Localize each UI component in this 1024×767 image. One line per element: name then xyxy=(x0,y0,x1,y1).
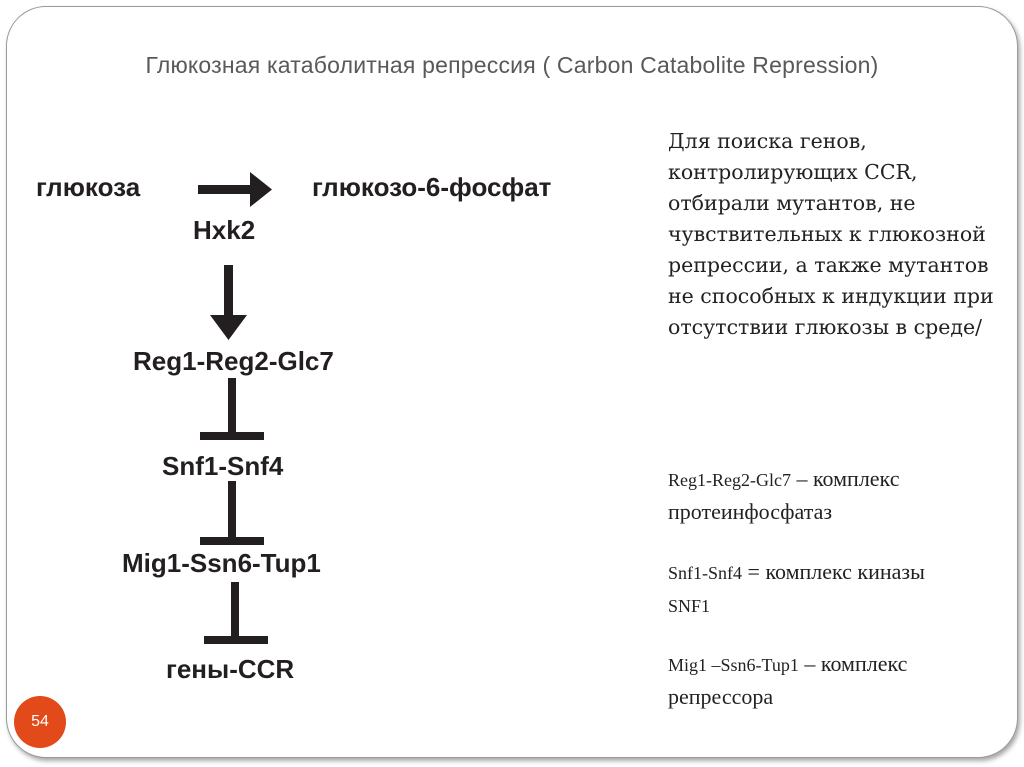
note-term: Mig1 –Ssn6-Tup1 xyxy=(668,655,799,675)
inhibition-bar-icon xyxy=(204,582,268,644)
note-separator: = xyxy=(742,559,766,584)
note-separator: – xyxy=(790,466,813,491)
note-text: комплекс репрессора xyxy=(668,651,908,709)
ccr-genes-label: гены-CCR xyxy=(166,654,295,684)
inhibition-bar-icon xyxy=(200,378,264,440)
note-separator: – xyxy=(798,651,821,676)
note-mig xyxy=(668,648,1008,713)
down-arrow-icon xyxy=(210,265,247,340)
inhibition-bar-icon xyxy=(200,481,264,545)
note-term: Snf1-Snf4 xyxy=(668,563,743,583)
note-extra: SNF1 xyxy=(668,596,711,616)
note-text: комплекс протеинфосфатаз xyxy=(668,466,900,524)
description-text: Для поиска генов, контролирующих CCR, отбирали мутантов, не чувствительных к глюкозной репрессии, а также мутантов не способных к индукции при отсутствии глюкозы в среде/ xyxy=(668,129,994,339)
note-snf xyxy=(668,556,1008,622)
slide-title: Глюкозная катаболитная репрессия ( Carbon Catabolite Repression) xyxy=(145,52,879,78)
reg-complex-label: Reg1-Reg2-Glc7 xyxy=(133,346,334,376)
note-reg xyxy=(668,463,1008,528)
right-arrow-icon xyxy=(198,172,272,207)
note-term: Reg1-Reg2-Glc7 xyxy=(668,470,791,490)
note-text: комплекс киназы xyxy=(765,559,925,584)
mig-complex-label: Mig1-Ssn6-Tup1 xyxy=(122,548,321,578)
snf-complex-label: Snf1-Snf4 xyxy=(162,451,284,481)
glucose-label: глюкоза xyxy=(36,172,141,202)
page-number-badge: 54 xyxy=(14,696,66,748)
hxk2-label: Hxk2 xyxy=(193,215,256,245)
glucose-6-phosphate-label: глюкозо-6-фосфат xyxy=(312,172,552,202)
